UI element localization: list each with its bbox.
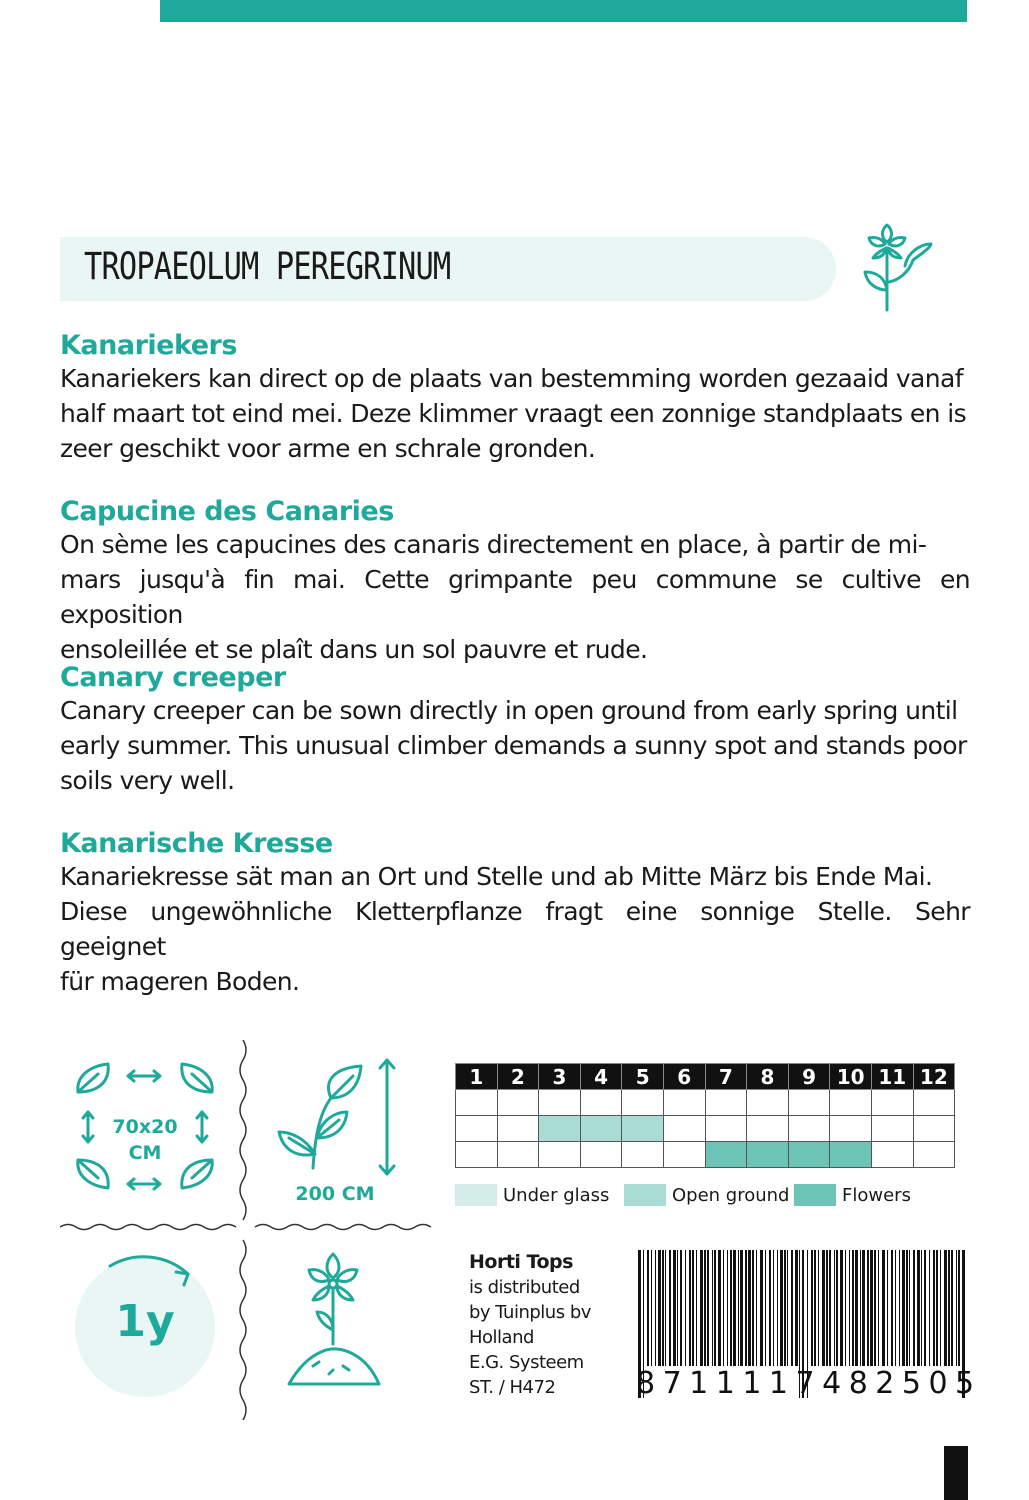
barcode-bar xyxy=(902,1250,905,1366)
height-label: 200 CM xyxy=(295,1183,375,1205)
brand-name: Horti Tops xyxy=(469,1251,573,1273)
month-label: 7 xyxy=(705,1064,747,1090)
barcode-bar xyxy=(665,1250,666,1366)
section-body: Kanariekers kan direct op de plaats van bestemming worden gezaaid vanaf half maart tot eind mei. Deze klimmer vraagt een zonnige standplaats en is zeer geschikt voor arme en schrale gronden. xyxy=(60,364,967,463)
legend-flowers xyxy=(794,1184,911,1206)
barcode-bar xyxy=(951,1250,953,1366)
barcode-bar xyxy=(769,1250,771,1366)
barcode-bar xyxy=(727,1250,728,1366)
barcode-bar xyxy=(692,1250,694,1366)
barcode-bar xyxy=(948,1250,950,1366)
distributor-line: ST. / H472 xyxy=(469,1377,556,1398)
barcode-bar xyxy=(760,1250,763,1366)
barcode-bar xyxy=(784,1250,786,1366)
barcode-bar xyxy=(933,1250,935,1366)
barcode-bar xyxy=(795,1250,798,1366)
flowers-month-10 xyxy=(830,1142,872,1168)
section-english xyxy=(60,662,970,798)
barcode-bar xyxy=(887,1250,888,1366)
barcode-bar xyxy=(936,1250,938,1366)
barcode-bar xyxy=(738,1250,739,1366)
barcode-bar xyxy=(895,1250,896,1366)
section-heading: Capucine des Canaries xyxy=(60,496,394,527)
distributor-line: is distributed xyxy=(469,1277,580,1298)
open-ground-month-12 xyxy=(913,1116,955,1142)
flowers-month-9 xyxy=(788,1142,830,1168)
barcode-bar xyxy=(818,1250,819,1366)
barcode-bar xyxy=(669,1250,671,1366)
barcode-bar xyxy=(730,1250,732,1366)
flowers-month-12 xyxy=(913,1142,955,1168)
top-accent-bar xyxy=(160,0,967,22)
barcode-bar xyxy=(940,1250,941,1366)
open-ground-month-3 xyxy=(539,1116,581,1142)
calendar-month-header xyxy=(456,1064,955,1090)
barcode-bar xyxy=(829,1250,831,1366)
legend-swatch-open-ground xyxy=(624,1184,666,1206)
horizontal-wavy-divider xyxy=(60,1220,435,1234)
barcode-bar xyxy=(651,1250,652,1366)
legend-swatch-flowers xyxy=(794,1184,836,1206)
under-glass-month-1 xyxy=(456,1090,498,1116)
barcode-bar xyxy=(704,1250,706,1366)
barcode-bar xyxy=(845,1250,846,1366)
barcode-bar xyxy=(836,1250,838,1366)
barcode-bar xyxy=(780,1250,783,1366)
open-ground-month-4 xyxy=(580,1116,622,1142)
barcode-bar xyxy=(723,1250,724,1366)
month-label: 12 xyxy=(913,1064,955,1090)
barcode-bar xyxy=(787,1250,788,1366)
flower-plant-icon xyxy=(855,220,935,315)
barcode-bar xyxy=(906,1250,908,1366)
barcode-bar xyxy=(773,1250,774,1366)
barcode-bar xyxy=(756,1250,757,1366)
barcode-bar xyxy=(899,1250,900,1366)
barcode-bar xyxy=(855,1250,858,1366)
under-glass-month-7 xyxy=(705,1090,747,1116)
barcode-bar xyxy=(862,1250,865,1366)
barcode-bar xyxy=(878,1250,879,1366)
barcode-bar xyxy=(870,1250,873,1366)
section-dutch xyxy=(60,330,970,466)
barcode-number: 8711117482505 xyxy=(636,1366,982,1401)
flowers-month-8 xyxy=(747,1142,789,1168)
month-label: 8 xyxy=(747,1064,789,1090)
open-ground-month-10 xyxy=(830,1116,872,1142)
barcode-bar xyxy=(707,1250,709,1366)
barcode-bar xyxy=(814,1250,816,1366)
barcode-bar xyxy=(791,1250,793,1366)
barcode-bar xyxy=(662,1250,664,1366)
section-heading: Kanarische Kresse xyxy=(60,828,333,859)
flowers-month-2 xyxy=(497,1142,539,1168)
barcode-bar xyxy=(882,1250,885,1366)
lifecycle-label: 1y xyxy=(115,1296,175,1347)
barcode-bar xyxy=(852,1250,854,1366)
open-ground-month-7 xyxy=(705,1116,747,1142)
distributor-line: Holland xyxy=(469,1327,534,1348)
month-label: 11 xyxy=(871,1064,913,1090)
flower-in-soil-icon xyxy=(283,1248,383,1390)
latin-name-title: TROPAEOLUM PEREGRINUM xyxy=(84,245,451,288)
barcode-bar xyxy=(921,1250,922,1366)
sowing-calendar xyxy=(455,1063,955,1168)
barcode-bar xyxy=(740,1250,743,1366)
legend-label: Under glass xyxy=(503,1184,610,1206)
barcode-bar xyxy=(700,1250,703,1366)
barcode-bar xyxy=(712,1250,713,1366)
under-glass-month-8 xyxy=(747,1090,789,1116)
legend-label: Flowers xyxy=(842,1184,911,1206)
legend-label: Open ground xyxy=(672,1184,790,1206)
open-ground-month-2 xyxy=(497,1116,539,1142)
barcode-bar xyxy=(748,1250,751,1366)
month-label: 9 xyxy=(788,1064,830,1090)
under-glass-month-3 xyxy=(539,1090,581,1116)
under-glass-month-6 xyxy=(663,1090,705,1116)
distributor-line: by Tuinplus bv xyxy=(469,1302,591,1323)
barcode-bar xyxy=(658,1250,661,1366)
barcode-bar xyxy=(673,1250,676,1366)
barcode-bar xyxy=(867,1250,869,1366)
barcode-bar xyxy=(685,1250,686,1366)
barcode-bar xyxy=(777,1250,778,1366)
barcode-bar xyxy=(944,1250,947,1366)
under-glass-month-9 xyxy=(788,1090,830,1116)
barcode-bar xyxy=(891,1250,893,1366)
month-label: 10 xyxy=(830,1064,872,1090)
section-heading: Canary creeper xyxy=(60,662,286,693)
month-label: 2 xyxy=(497,1064,539,1090)
barcode-bar xyxy=(696,1250,697,1366)
open-ground-month-1 xyxy=(456,1116,498,1142)
under-glass-month-12 xyxy=(913,1090,955,1116)
barcode-bar xyxy=(958,1250,960,1366)
open-ground-month-6 xyxy=(663,1116,705,1142)
section-french xyxy=(60,496,970,667)
calendar-row-under-glass xyxy=(456,1090,955,1116)
barcode-bar xyxy=(655,1250,656,1366)
flowers-month-1 xyxy=(456,1142,498,1168)
legend-open-ground xyxy=(624,1184,789,1206)
under-glass-month-5 xyxy=(622,1090,664,1116)
barcode-bar xyxy=(909,1250,910,1366)
barcode-bar xyxy=(826,1250,828,1366)
barcode-bar xyxy=(929,1250,930,1366)
barcode-bar xyxy=(917,1250,920,1366)
barcode-bar xyxy=(924,1250,926,1366)
barcode-bar xyxy=(874,1250,876,1366)
barcode-bar xyxy=(822,1250,825,1366)
under-glass-month-2 xyxy=(497,1090,539,1116)
month-label: 5 xyxy=(622,1064,664,1090)
open-ground-month-11 xyxy=(871,1116,913,1142)
section-body: On sème les capucines des canaris directement en place, à partir de mi- mars jusqu'à fin mai. Cette grimpante peu commune se cultive en exposition ensoleillée et se plaît dans un sol pauvre et rude. xyxy=(60,530,970,664)
open-ground-month-8 xyxy=(747,1116,789,1142)
section-body: Canary creeper can be sown directly in open ground from early spring until early summer. This unusual climber demands a sunny spot and stands poor soils very well. xyxy=(60,696,967,795)
barcode-bar xyxy=(680,1250,682,1366)
legend-under-glass xyxy=(455,1184,609,1206)
open-ground-month-5 xyxy=(622,1116,664,1142)
under-glass-month-4 xyxy=(580,1090,622,1116)
flowers-month-5 xyxy=(622,1142,664,1168)
legend-swatch-under-glass xyxy=(455,1184,497,1206)
month-label: 4 xyxy=(580,1064,622,1090)
barcode-bar xyxy=(811,1250,813,1366)
registration-mark xyxy=(944,1446,968,1500)
barcode-bar xyxy=(840,1250,843,1366)
barcode-bar xyxy=(752,1250,754,1366)
section-heading: Kanariekers xyxy=(60,330,237,361)
distributor-line: E.G. Systeem xyxy=(469,1352,584,1373)
barcode-bar xyxy=(689,1250,691,1366)
barcode-bar xyxy=(745,1250,747,1366)
barcode-bar xyxy=(849,1250,850,1366)
flowers-month-6 xyxy=(663,1142,705,1168)
barcode-bar xyxy=(714,1250,716,1366)
plant-height-icon xyxy=(275,1058,405,1183)
open-ground-month-9 xyxy=(788,1116,830,1142)
month-label: 1 xyxy=(456,1064,498,1090)
flowers-month-11 xyxy=(871,1142,913,1168)
flowers-month-3 xyxy=(539,1142,581,1168)
spacing-label: 70x20 CM xyxy=(112,1116,178,1164)
under-glass-month-11 xyxy=(871,1090,913,1116)
barcode-bar xyxy=(677,1250,678,1366)
barcode-bar xyxy=(956,1250,957,1366)
calendar-row-flowers xyxy=(456,1142,955,1168)
barcode-bar xyxy=(913,1250,915,1366)
flowers-month-4 xyxy=(580,1142,622,1168)
barcode-bar xyxy=(718,1250,721,1366)
flowers-month-7 xyxy=(705,1142,747,1168)
barcode-bar xyxy=(834,1250,835,1366)
barcode-bar xyxy=(733,1250,736,1366)
calendar-row-open-ground xyxy=(456,1116,955,1142)
barcode-bar xyxy=(765,1250,766,1366)
month-label: 3 xyxy=(539,1064,581,1090)
under-glass-month-10 xyxy=(830,1090,872,1116)
section-body: Kanariekresse sät man an Ort und Stelle und ab Mitte März bis Ende Mai. Diese ungewöhnliche Kletterpflanze fragt eine sonnige Stelle. Sehr geeignet für mageren Boden. xyxy=(60,862,970,996)
distributor-info xyxy=(469,1250,591,1400)
month-label: 6 xyxy=(663,1064,705,1090)
section-german xyxy=(60,828,970,999)
barcode-bar xyxy=(647,1250,649,1366)
barcode-bar xyxy=(860,1250,861,1366)
